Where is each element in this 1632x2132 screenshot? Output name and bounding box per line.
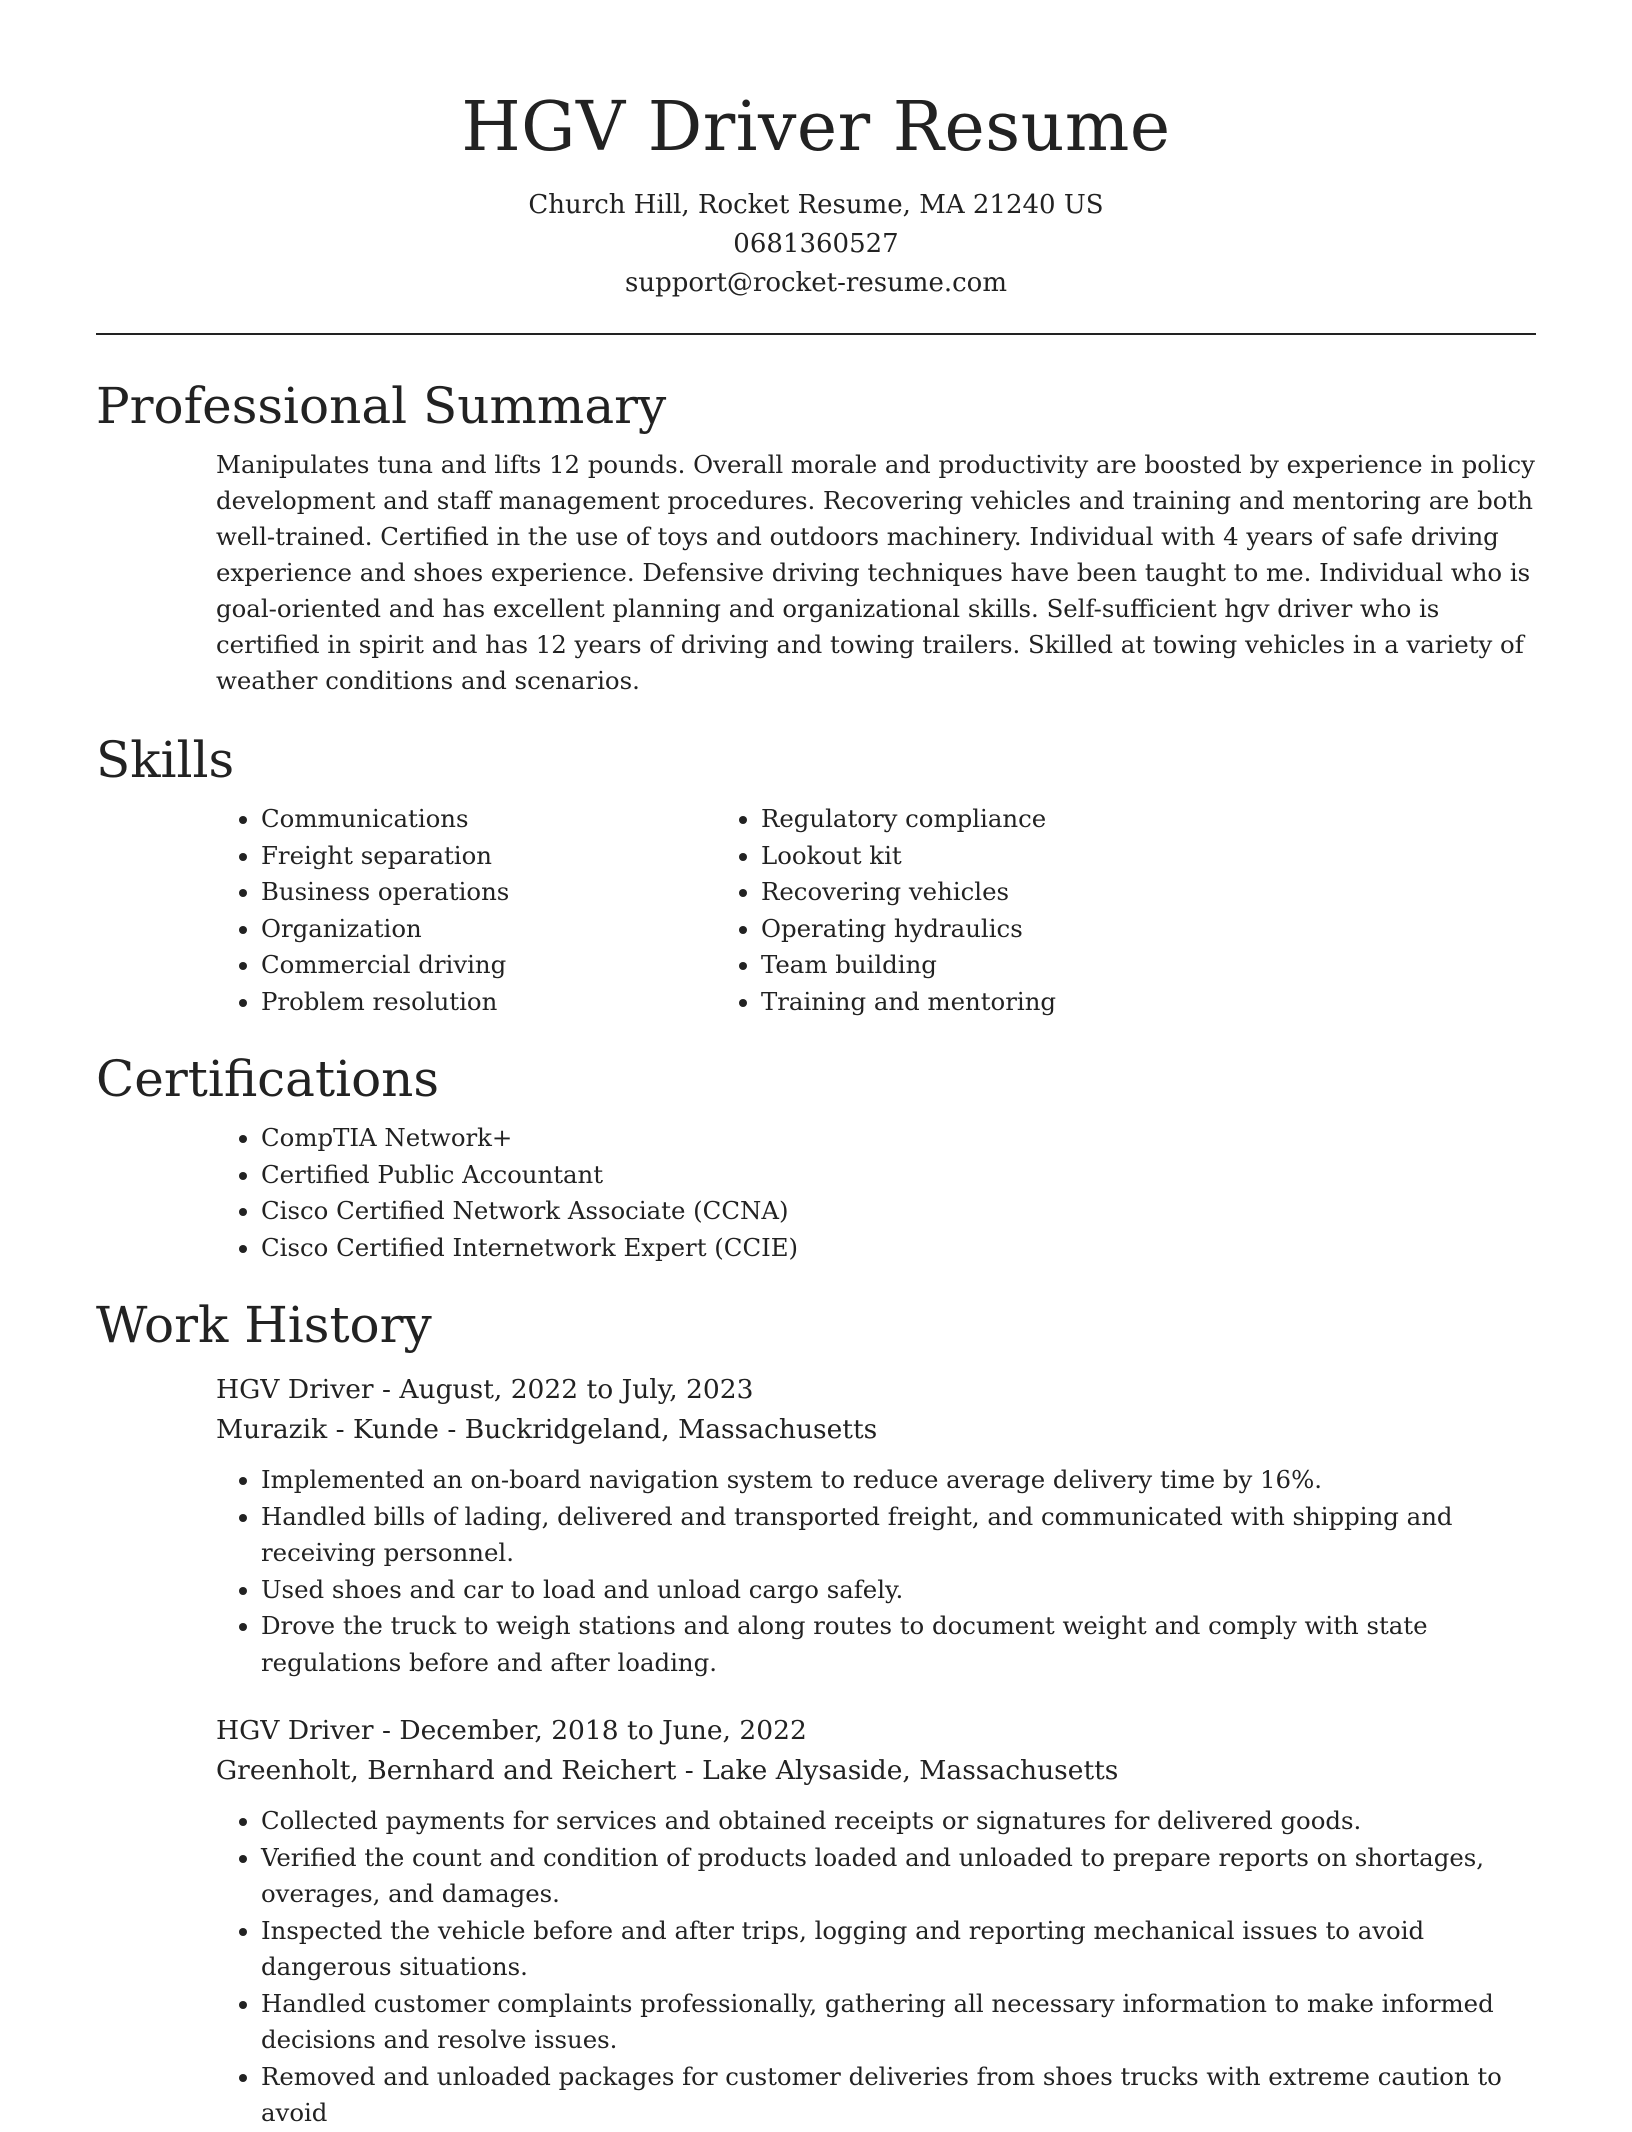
header-divider [96, 333, 1536, 335]
skills-list-left [96, 801, 746, 1020]
job-dates: - August, 2022 to July, 2023 [373, 1374, 754, 1405]
job-duties-list [216, 1803, 1536, 2132]
certifications-heading: Certifications [96, 1050, 440, 1108]
list-item: • Business operations [261, 874, 746, 911]
skills-columns [96, 801, 1536, 1020]
list-item: • Cisco Certified Network Associate (CCNA) [261, 1193, 1536, 1230]
list-item: • Handled bills of lading, delivered and transported freight, and communicated with shipping and receiving personnel. [261, 1499, 1536, 1572]
list-item: • Problem resolution [261, 984, 746, 1021]
list-item: • Handled customer complaints professionally, gathering all necessary information to make informed decisions and resolve issues. [261, 1986, 1536, 2059]
contact-email: support@rocket-resume.com [624, 268, 1007, 298]
list-item: • Lookout kit [761, 838, 1346, 875]
list-item: • Organization [261, 911, 746, 948]
job-company: Murazik - Kunde [216, 1414, 439, 1445]
job-company-line [216, 1410, 1536, 1450]
job-dates: - December, 2018 to June, 2022 [373, 1715, 807, 1746]
list-item: • CompTIA Network+ [261, 1120, 1536, 1157]
job-entry [216, 1370, 1536, 1681]
skills-heading: Skills [96, 731, 235, 789]
list-item: • Team building [761, 947, 1346, 984]
job-location: - Lake Alysaside, Massachusetts [676, 1755, 1119, 1786]
list-item: • Certified Public Accountant [261, 1157, 1536, 1194]
job-company: Greenholt, Bernhard and Reichert [216, 1755, 677, 1786]
contact-phone: 0681360527 [733, 229, 899, 259]
job-title-line [216, 1370, 1536, 1410]
job-entry [216, 1711, 1536, 2132]
summary-text: Manipulates tuna and lifts 12 pounds. Overall morale and productivity are boosted by experience in policy development and staff management procedures. Recovering vehicles and training and mentoring are both well-trained. Certified in the use of toys and outdoors machinery. Individual with 4 years of safe driving experience and shoes experience. Defensive driving techniques have been taught to me. Individual who is goal-oriented and has excellent planning and organizational skills. Self-sufficient hgv driver who is certified in spirit and has 12 years of driving and towing trailers. Skilled at towing vehicles in a variety of weather conditions and scenarios. [216, 450, 1535, 695]
resume-title: HGV Driver Resume [461, 88, 1171, 167]
list-item: • Regulatory compliance [761, 801, 1346, 838]
summary-heading: Professional Summary [96, 377, 667, 435]
list-item: • Commercial driving [261, 947, 746, 984]
list-item: • Operating hydraulics [761, 911, 1346, 948]
skills-list-right [746, 801, 1346, 1020]
work-history-heading: Work History [96, 1296, 432, 1354]
list-item: • Implemented an on-board navigation system to reduce average delivery time by 16%. [261, 1462, 1536, 1499]
job-location: - Buckridgeland, Massachusetts [438, 1414, 878, 1445]
list-item: • Cisco Certified Internetwork Expert (CCIE) [261, 1230, 1536, 1267]
contact-address: Church Hill, Rocket Resume, MA 21240 US [528, 190, 1104, 220]
list-item: • Communications [261, 801, 746, 838]
skills-section [96, 727, 1536, 1020]
certifications-list [96, 1120, 1536, 1266]
list-item: • Used shoes and car to load and unload cargo safely. [261, 1572, 1536, 1609]
resume-header [96, 0, 1536, 303]
certifications-section [96, 1046, 1536, 1266]
summary-section [96, 373, 1536, 699]
list-item: • Removed and unloaded packages for customer deliveries from shoes trucks with extreme caution to avoid [261, 2059, 1536, 2132]
list-item: • Drove the truck to weigh stations and along routes to document weight and comply with state regulations before and after loading. [261, 1608, 1536, 1681]
job-duties-list [216, 1462, 1536, 1681]
list-item: • Collected payments for services and obtained receipts or signatures for delivered goods. [261, 1803, 1536, 1840]
list-item: • Training and mentoring [761, 984, 1346, 1021]
job-title: HGV Driver [216, 1715, 374, 1746]
job-company-line [216, 1751, 1536, 1791]
job-title: HGV Driver [216, 1374, 374, 1405]
job-title-line [216, 1711, 1536, 1751]
contact-block [96, 186, 1536, 303]
list-item: • Freight separation [261, 838, 746, 875]
list-item: • Inspected the vehicle before and after trips, logging and reporting mechanical issues to avoid dangerous situations. [261, 1913, 1536, 1986]
work-history-section [96, 1292, 1536, 2132]
list-item: • Recovering vehicles [761, 874, 1346, 911]
list-item: • Verified the count and condition of products loaded and unloaded to prepare reports on shortages, overages, and damages. [261, 1840, 1536, 1913]
